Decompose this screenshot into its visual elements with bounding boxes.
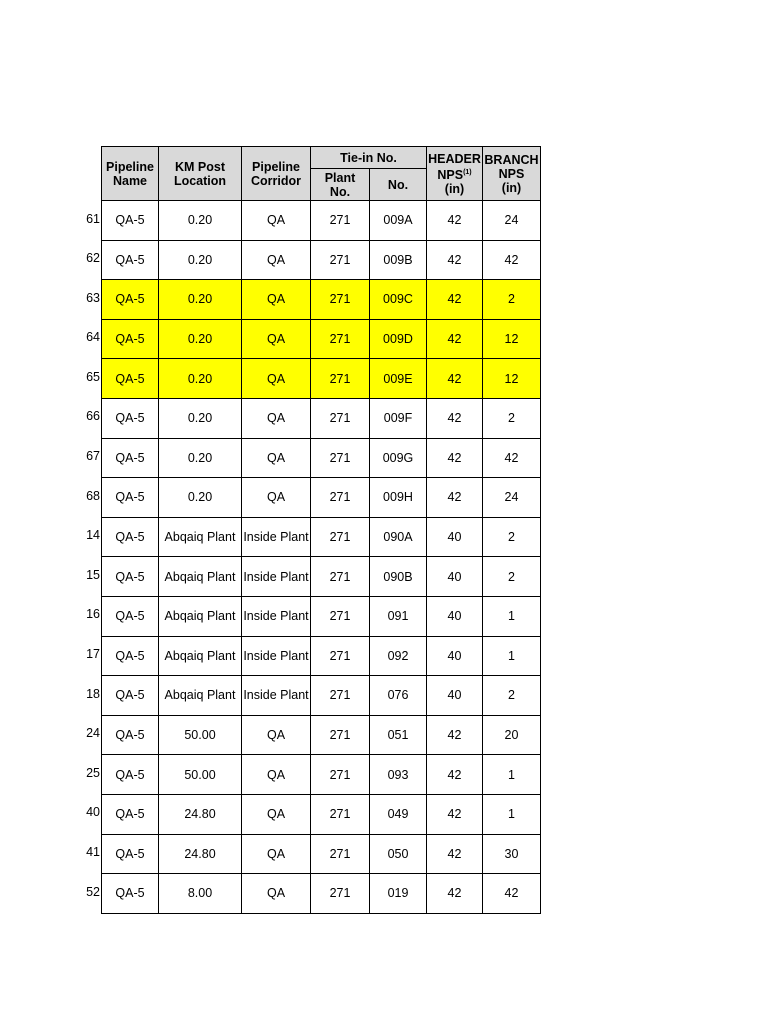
cell-tie-in-no[interactable]: 009C xyxy=(370,280,427,320)
cell-km-post-location[interactable]: Abqaiq Plant xyxy=(159,596,242,636)
cell-pipeline-name[interactable]: QA-5 xyxy=(102,755,159,795)
cell-pipeline-corridor[interactable]: Inside Plant xyxy=(242,517,311,557)
cell-km-post-location[interactable]: 24.80 xyxy=(159,834,242,874)
header-plant-no[interactable]: Plant No. xyxy=(311,169,370,201)
cell-pipeline-name[interactable]: QA-5 xyxy=(102,517,159,557)
cell-pipeline-corridor[interactable]: QA xyxy=(242,715,311,755)
cell-pipeline-corridor[interactable]: QA xyxy=(242,438,311,478)
cell-plant-no[interactable]: 271 xyxy=(311,478,370,518)
table-row[interactable] xyxy=(102,240,541,280)
table-body xyxy=(102,201,541,914)
cell-header-nps[interactable]: 42 xyxy=(427,438,483,478)
cell-branch-nps[interactable]: 2 xyxy=(483,280,541,320)
row-number: 18 xyxy=(86,686,100,701)
cell-km-post-location[interactable]: Abqaiq Plant xyxy=(159,557,242,597)
cell-header-nps[interactable]: 42 xyxy=(427,280,483,320)
cell-branch-nps[interactable]: 2 xyxy=(483,557,541,597)
header-pipeline-corridor[interactable]: Pipeline Corridor xyxy=(242,147,311,201)
cell-pipeline-corridor[interactable]: Inside Plant xyxy=(242,676,311,716)
cell-branch-nps[interactable]: 1 xyxy=(483,596,541,636)
cell-tie-in-no[interactable]: 076 xyxy=(370,676,427,716)
cell-pipeline-name[interactable]: QA-5 xyxy=(102,319,159,359)
table-row[interactable] xyxy=(102,319,541,359)
row-number: 40 xyxy=(86,805,100,820)
cell-pipeline-name[interactable]: QA-5 xyxy=(102,280,159,320)
header-header-nps[interactable]: HEADER NPS$^{(1)}$ (in) xyxy=(427,147,483,201)
cell-plant-no[interactable]: 271 xyxy=(311,359,370,399)
cell-km-post-location[interactable]: 0.20 xyxy=(159,398,242,438)
cell-plant-no[interactable]: 271 xyxy=(311,874,370,914)
cell-plant-no[interactable]: 271 xyxy=(311,715,370,755)
cell-header-nps[interactable]: 42 xyxy=(427,319,483,359)
table-row[interactable] xyxy=(102,478,541,518)
table-row[interactable] xyxy=(102,557,541,597)
cell-branch-nps[interactable]: 30 xyxy=(483,834,541,874)
cell-km-post-location[interactable]: Abqaiq Plant xyxy=(159,676,242,716)
cell-km-post-location[interactable]: 0.20 xyxy=(159,319,242,359)
cell-header-nps[interactable]: 40 xyxy=(427,636,483,676)
cell-pipeline-name[interactable]: QA-5 xyxy=(102,478,159,518)
cell-tie-in-no[interactable]: 009G xyxy=(370,438,427,478)
cell-branch-nps[interactable]: 2 xyxy=(483,676,541,716)
cell-km-post-location[interactable]: 0.20 xyxy=(159,478,242,518)
table-row[interactable] xyxy=(102,755,541,795)
cell-header-nps[interactable]: 42 xyxy=(427,398,483,438)
table-row[interactable] xyxy=(102,280,541,320)
cell-pipeline-name[interactable]: QA-5 xyxy=(102,874,159,914)
cell-tie-in-no[interactable]: 051 xyxy=(370,715,427,755)
tie-in-table xyxy=(101,146,541,914)
cell-branch-nps[interactable]: 12 xyxy=(483,359,541,399)
cell-pipeline-corridor[interactable]: Inside Plant xyxy=(242,557,311,597)
cell-pipeline-name[interactable]: QA-5 xyxy=(102,359,159,399)
header-km-post-location[interactable]: KM Post Location xyxy=(159,147,242,201)
cell-header-nps[interactable]: 40 xyxy=(427,676,483,716)
cell-plant-no[interactable]: 271 xyxy=(311,240,370,280)
table-row[interactable] xyxy=(102,874,541,914)
cell-plant-no[interactable]: 271 xyxy=(311,201,370,241)
table-row[interactable] xyxy=(102,517,541,557)
cell-header-nps[interactable]: 42 xyxy=(427,834,483,874)
cell-km-post-location[interactable]: Abqaiq Plant xyxy=(159,517,242,557)
cell-branch-nps[interactable]: 42 xyxy=(483,240,541,280)
cell-plant-no[interactable]: 271 xyxy=(311,676,370,716)
cell-tie-in-no[interactable]: 019 xyxy=(370,874,427,914)
cell-pipeline-corridor[interactable]: QA xyxy=(242,755,311,795)
cell-header-nps[interactable]: 40 xyxy=(427,557,483,597)
cell-pipeline-corridor[interactable]: QA xyxy=(242,201,311,241)
cell-plant-no[interactable]: 271 xyxy=(311,398,370,438)
cell-plant-no[interactable]: 271 xyxy=(311,280,370,320)
row-number: 17 xyxy=(86,647,100,662)
cell-header-nps[interactable]: 42 xyxy=(427,794,483,834)
cell-pipeline-corridor[interactable]: QA xyxy=(242,478,311,518)
cell-header-nps[interactable]: 42 xyxy=(427,478,483,518)
cell-tie-in-no[interactable]: 009B xyxy=(370,240,427,280)
cell-pipeline-name[interactable]: QA-5 xyxy=(102,794,159,834)
cell-tie-in-no[interactable]: 009H xyxy=(370,478,427,518)
cell-branch-nps[interactable]: 24 xyxy=(483,478,541,518)
row-number: 52 xyxy=(86,884,100,899)
cell-branch-nps[interactable]: 2 xyxy=(483,517,541,557)
cell-pipeline-name[interactable]: QA-5 xyxy=(102,596,159,636)
row-number: 65 xyxy=(86,369,100,384)
cell-plant-no[interactable]: 271 xyxy=(311,596,370,636)
cell-pipeline-corridor[interactable]: QA xyxy=(242,874,311,914)
cell-pipeline-corridor[interactable]: QA xyxy=(242,794,311,834)
cell-branch-nps[interactable]: 1 xyxy=(483,636,541,676)
cell-header-nps[interactable]: 42 xyxy=(427,715,483,755)
cell-pipeline-name[interactable]: QA-5 xyxy=(102,240,159,280)
cell-km-post-location[interactable]: 0.20 xyxy=(159,438,242,478)
cell-km-post-location[interactable]: 50.00 xyxy=(159,755,242,795)
row-number: 24 xyxy=(86,726,100,741)
row-number: 67 xyxy=(86,449,100,464)
cell-tie-in-no[interactable]: 009F xyxy=(370,398,427,438)
cell-pipeline-corridor[interactable]: QA xyxy=(242,398,311,438)
cell-tie-in-no[interactable]: 049 xyxy=(370,794,427,834)
cell-header-nps[interactable]: 42 xyxy=(427,874,483,914)
row-number: 62 xyxy=(86,251,100,266)
table-row[interactable] xyxy=(102,201,541,241)
cell-pipeline-name[interactable]: QA-5 xyxy=(102,715,159,755)
header-tie-in-no[interactable]: Tie-in No. xyxy=(311,147,427,169)
cell-pipeline-corridor[interactable]: Inside Plant xyxy=(242,636,311,676)
cell-plant-no[interactable]: 271 xyxy=(311,794,370,834)
cell-pipeline-corridor[interactable]: QA xyxy=(242,319,311,359)
table-row[interactable] xyxy=(102,715,541,755)
cell-branch-nps[interactable]: 1 xyxy=(483,755,541,795)
cell-tie-in-no[interactable]: 093 xyxy=(370,755,427,795)
cell-tie-in-no[interactable]: 090A xyxy=(370,517,427,557)
row-number: 68 xyxy=(86,488,100,503)
row-number: 14 xyxy=(86,528,100,543)
row-number: 16 xyxy=(86,607,100,622)
cell-plant-no[interactable]: 271 xyxy=(311,755,370,795)
row-number: 25 xyxy=(86,765,100,780)
cell-header-nps[interactable]: 42 xyxy=(427,755,483,795)
cell-km-post-location[interactable]: 0.20 xyxy=(159,201,242,241)
cell-branch-nps[interactable]: 1 xyxy=(483,794,541,834)
cell-tie-in-no[interactable]: 050 xyxy=(370,834,427,874)
cell-tie-in-no[interactable]: 090B xyxy=(370,557,427,597)
header-no[interactable]: No. xyxy=(370,169,427,201)
cell-plant-no[interactable]: 271 xyxy=(311,319,370,359)
table-row[interactable] xyxy=(102,596,541,636)
row-number: 15 xyxy=(86,567,100,582)
cell-km-post-location[interactable]: 0.20 xyxy=(159,359,242,399)
table-row[interactable] xyxy=(102,834,541,874)
row-number: 63 xyxy=(86,290,100,305)
cell-header-nps[interactable]: 42 xyxy=(427,240,483,280)
cell-header-nps[interactable]: 40 xyxy=(427,517,483,557)
cell-km-post-location[interactable]: 24.80 xyxy=(159,794,242,834)
cell-header-nps[interactable]: 40 xyxy=(427,596,483,636)
row-number: 61 xyxy=(86,211,100,226)
cell-pipeline-corridor[interactable]: QA xyxy=(242,834,311,874)
row-number: 66 xyxy=(86,409,100,424)
cell-pipeline-name[interactable]: QA-5 xyxy=(102,557,159,597)
cell-plant-no[interactable]: 271 xyxy=(311,557,370,597)
table-row[interactable] xyxy=(102,438,541,478)
cell-branch-nps[interactable]: 12 xyxy=(483,319,541,359)
cell-km-post-location[interactable]: 0.20 xyxy=(159,240,242,280)
cell-branch-nps[interactable]: 2 xyxy=(483,398,541,438)
cell-plant-no[interactable]: 271 xyxy=(311,636,370,676)
cell-km-post-location[interactable]: 50.00 xyxy=(159,715,242,755)
cell-tie-in-no[interactable]: 009E xyxy=(370,359,427,399)
cell-tie-in-no[interactable]: 092 xyxy=(370,636,427,676)
header-branch-nps[interactable]: BRANCH NPS (in) xyxy=(483,147,541,201)
cell-header-nps[interactable]: 42 xyxy=(427,201,483,241)
cell-km-post-location[interactable]: 8.00 xyxy=(159,874,242,914)
cell-pipeline-name[interactable]: QA-5 xyxy=(102,636,159,676)
cell-km-post-location[interactable]: Abqaiq Plant xyxy=(159,636,242,676)
cell-plant-no[interactable]: 271 xyxy=(311,517,370,557)
table-row[interactable] xyxy=(102,794,541,834)
cell-pipeline-corridor[interactable]: QA xyxy=(242,280,311,320)
cell-pipeline-corridor[interactable]: Inside Plant xyxy=(242,596,311,636)
table-row[interactable] xyxy=(102,359,541,399)
cell-branch-nps[interactable]: 42 xyxy=(483,874,541,914)
table-row[interactable] xyxy=(102,676,541,716)
cell-pipeline-corridor[interactable]: QA xyxy=(242,240,311,280)
cell-pipeline-name[interactable]: QA-5 xyxy=(102,398,159,438)
cell-pipeline-name[interactable]: QA-5 xyxy=(102,676,159,716)
cell-branch-nps[interactable]: 20 xyxy=(483,715,541,755)
table-header xyxy=(102,147,541,201)
cell-tie-in-no[interactable]: 009D xyxy=(370,319,427,359)
cell-tie-in-no[interactable]: 009A xyxy=(370,201,427,241)
cell-plant-no[interactable]: 271 xyxy=(311,438,370,478)
cell-plant-no[interactable]: 271 xyxy=(311,834,370,874)
cell-km-post-location[interactable]: 0.20 xyxy=(159,280,242,320)
cell-branch-nps[interactable]: 42 xyxy=(483,438,541,478)
cell-header-nps[interactable]: 42 xyxy=(427,359,483,399)
cell-tie-in-no[interactable]: 091 xyxy=(370,596,427,636)
cell-pipeline-name[interactable]: QA-5 xyxy=(102,438,159,478)
table-row[interactable] xyxy=(102,636,541,676)
table-row[interactable] xyxy=(102,398,541,438)
row-number: 41 xyxy=(86,845,100,859)
cell-pipeline-name[interactable]: QA-5 xyxy=(102,201,159,241)
cell-branch-nps[interactable]: 24 xyxy=(483,201,541,241)
row-number: 64 xyxy=(86,330,100,345)
header-pipeline-name[interactable]: Pipeline Name xyxy=(102,147,159,201)
cell-pipeline-name[interactable]: QA-5 xyxy=(102,834,159,874)
cell-pipeline-corridor[interactable]: QA xyxy=(242,359,311,399)
